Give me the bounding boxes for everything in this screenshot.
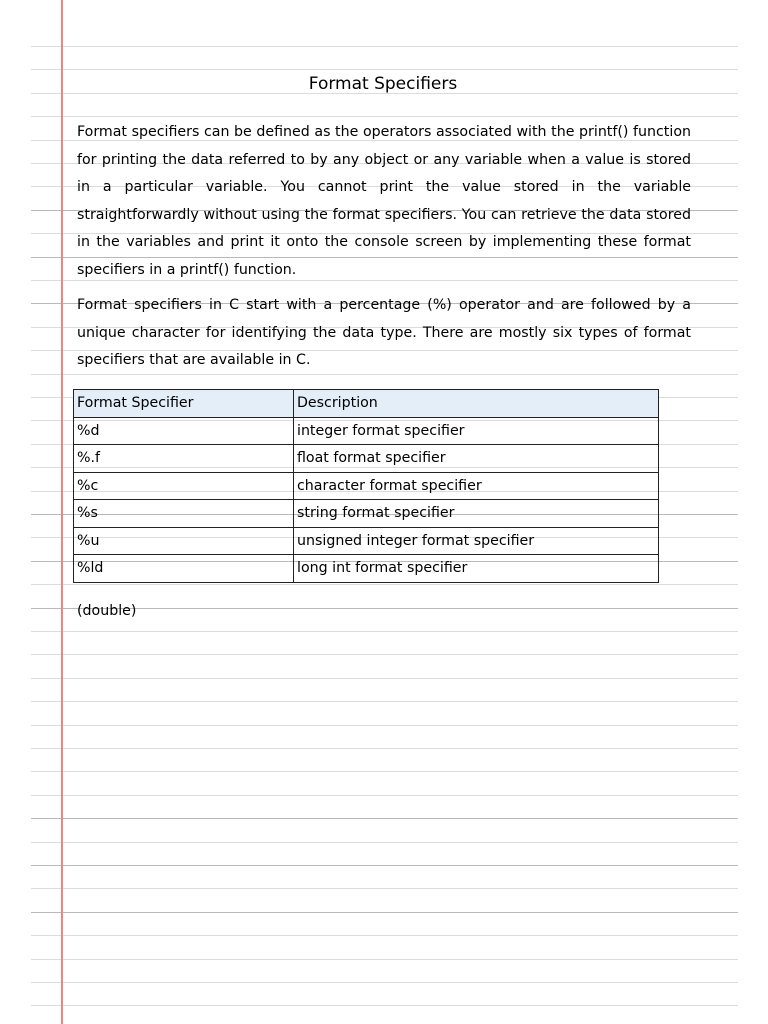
table-row (74, 445, 659, 473)
table-header-row (74, 390, 659, 418)
rule-line (31, 1005, 738, 1006)
table-row (74, 472, 659, 500)
rule-line (31, 912, 738, 913)
specifier-cell: %u (74, 527, 294, 555)
rule-line (31, 771, 738, 772)
specifier-cell: %c (74, 472, 294, 500)
rule-line (31, 795, 738, 796)
page-title: Format Specifiers (308, 74, 458, 94)
format-specifier-table (73, 389, 659, 583)
types-paragraph: Format specifiers in C start with a percentage (%) operator and are followed by a unique character for identifying the data type. There are mostly six types of format specifiers that are available in C. (77, 297, 691, 369)
rule-line (31, 818, 738, 819)
rule-line (31, 654, 738, 655)
rule-line (31, 608, 738, 609)
header-cell-description: Description (294, 390, 659, 418)
rule-line (31, 865, 738, 866)
rule-line (31, 678, 738, 679)
specifier-cell: %s (74, 500, 294, 528)
description-cell: string format specifier (294, 500, 659, 528)
rule-line (31, 46, 738, 47)
table-row (74, 555, 659, 583)
margin-line (61, 0, 63, 1024)
rule-line (31, 959, 738, 960)
rule-line (31, 69, 738, 70)
intro-paragraph: Format specifiers can be defined as the operators associated with the printf() function for printing the data referred to by any object or any variable when a value is stored in a particular variable. You cannot print the value stored in the variable straightforwardly without using the format specifiers. You can retrieve the data stored in the variables and print it onto the console screen by implementing these format specifiers in a printf() function. (77, 124, 691, 278)
rule-line (31, 701, 738, 702)
rule-line (31, 982, 738, 983)
rule-line (31, 888, 738, 889)
specifier-cell: %ld (74, 555, 294, 583)
specifier-cell: %d (74, 417, 294, 445)
description-cell: integer format specifier (294, 417, 659, 445)
rule-line (31, 748, 738, 749)
rule-line (31, 725, 738, 726)
description-cell: character format specifier (294, 472, 659, 500)
description-cell: unsigned integer format specifier (294, 527, 659, 555)
description-cell: long int format specifier (294, 555, 659, 583)
specifier-cell: %.f (74, 445, 294, 473)
rule-line (31, 842, 738, 843)
rule-line (31, 631, 738, 632)
header-cell-specifier: Format Specifier (74, 390, 294, 418)
rule-line (31, 584, 738, 585)
description-cell: float format specifier (294, 445, 659, 473)
rule-line (31, 116, 738, 117)
table-row (74, 527, 659, 555)
table-row (74, 500, 659, 528)
rule-line (31, 935, 738, 936)
table-row (74, 417, 659, 445)
footnote-text: (double) (77, 603, 137, 619)
